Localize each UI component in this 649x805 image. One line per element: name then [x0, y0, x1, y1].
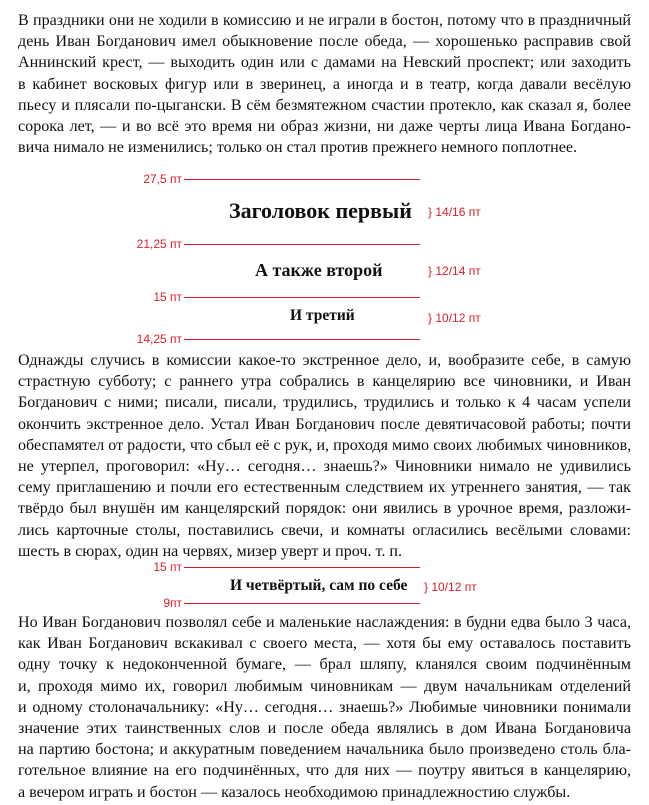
text-line: Однажды случись в комиссии какое-то экстренное дело, и, вообразите себе, в самую [18, 352, 631, 369]
text-line: и, проходя мимо их, говорил любимым чиновникам — двум начальникам отделений [18, 677, 631, 695]
spacing-label-6: 9пт [163, 596, 182, 610]
text-line: сему приглашению и почли его естественным следствием их утреннего занятия, — так [18, 479, 631, 497]
text-line: Богданович с ними; писали, писали, трудились, трудились и только к 4 часам успели [18, 394, 631, 412]
text-line: вича нимало не изменились; только он стал против прежнего немного поплотнее. [18, 139, 578, 157]
spacing-marker-4 [100, 332, 420, 344]
heading-second-size-spec: } 12/14 пт [428, 264, 481, 278]
heading-first: Заголовок первый [229, 198, 412, 223]
spacing-label-3: 15 пт [153, 290, 182, 304]
text-line: готельное влияние на его подчинённых, что для них — поутру явиться в канцелярию, [18, 762, 631, 780]
spacing-label-5: 15 пт [153, 560, 182, 574]
text-line: как Иван Богданович вскакивал с своего места, — хотя бы ему оставалось поставить [18, 635, 631, 653]
spacing-rule-6 [184, 603, 420, 604]
text-line: Но Иван Богданович позволял себе и маленькие наслаждения: в будни едва было 3 часа, [18, 614, 631, 631]
spacing-marker-5 [100, 560, 420, 572]
text-line: не утерпел, проговорил: «Ну… сегодня… знаешь?» Чиновники нимало не удивились [18, 458, 631, 476]
text-line: окончить экстренное дело. Устал Иван Богданович после девятичасовой работы; почти [18, 415, 631, 433]
spacing-label-1: 27,5 пт [143, 172, 182, 186]
heading-fourth: И четвёртый, сам по себе [230, 577, 408, 594]
spacing-rule-1 [184, 179, 420, 180]
text-line: на партию бостона; и аккуратным поведением начальника было произведено столь бла- [18, 741, 631, 759]
text-line: страстную субботу; с раннего утра собрались в канцелярию все чиновники, и Иван [18, 373, 631, 391]
heading-first-size-spec: } 14/16 пт [428, 205, 481, 219]
spacing-rule-4 [184, 339, 420, 340]
paragraph-1 [18, 10, 631, 158]
spacing-rule-5 [184, 567, 420, 568]
heading-second: А также второй [255, 260, 383, 280]
text-line: твёрдо был внушён им канцелярский порядок: они явились в урочное время, разложи- [18, 500, 631, 518]
text-line: день Иван Богданович имел обыкновение после обеда, — хорошенько расправив свой [18, 33, 631, 51]
text-line: лись карточные столы, поставились свечи, и комнаты огласились весёлыми словами: [18, 521, 631, 539]
text-line: В праздники они не ходили в комиссию и не играли в бостон, потому что в праздничный [18, 12, 631, 29]
heading-third-size-spec: } 10/12 пт [428, 311, 481, 325]
spacing-label-2: 21,25 пт [136, 237, 182, 251]
paragraph-3 [18, 612, 631, 803]
text-line: в кабинет восковых фигур или в зверинец, а иногда и в театр, когда давали весёлую [18, 75, 631, 93]
text-line: Аннинский крест, — выходить один или с дамами на Невский проспект; или заходить [18, 54, 631, 72]
text-line: обеспамятел от радости, что сбыл её с рук, и, проходя мимо своих любимых чиновников, [18, 436, 632, 454]
text-line: одну точку к недоконченной бумаге, — брал шляпу, кланялся своим подчинённым [18, 656, 631, 674]
text-line: сорока лет, — и во всё это время ни образ жизни, ни даже черты лица Ивана Богдано- [18, 118, 631, 136]
spacing-marker-6 [100, 596, 420, 608]
text-line: шесть в сюрах, один на червях, мизер уверт и проч. т. п. [18, 542, 403, 560]
paragraph-2 [18, 350, 631, 562]
spacing-rule-3 [184, 297, 420, 298]
text-line: пьесу и плясали по-цыгански. В сём безмятежном счастии протекло, как сказал я, более [18, 96, 631, 114]
heading-fourth-size-spec: } 10/12 пт [424, 580, 477, 594]
spacing-marker-2 [100, 237, 420, 249]
spacing-marker-3 [100, 290, 420, 302]
text-line: и одному столоначальнику: «Ну… сегодня… знаешь?» Любимые чиновники понимали [18, 698, 631, 716]
spacing-label-4: 14,25 пт [136, 332, 182, 346]
heading-third: И третий [290, 307, 355, 324]
text-line: значение этих таинственных слов и после обеда являлись в дом Ивана Богдановича [18, 720, 631, 738]
text-line: а вечером играть и бостон — казалось необходимою принадлежностию службы. [18, 783, 571, 801]
spacing-marker-1 [100, 172, 420, 184]
spacing-rule-2 [184, 244, 420, 245]
